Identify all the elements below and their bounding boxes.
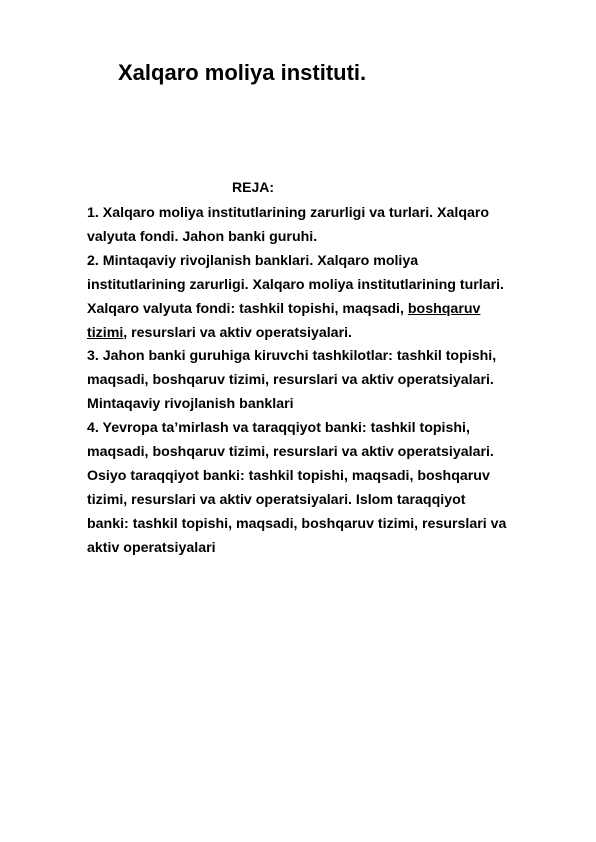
text-line: 1. Xalqaro moliya institutlarining zarurligi va turlari. Xalqaro	[87, 205, 490, 221]
text-line: Osiyo taraqqiyot banki: tashkil topishi, maqsadi, boshqaruv	[87, 467, 490, 484]
text-line: Mintaqaviy rivojlanish banklari	[87, 396, 294, 413]
text-line: maqsadi, boshqaruv tizimi, resurslari va aktiv operatsiyalari.	[87, 444, 494, 461]
text-line: aktiv operatsiyalari	[87, 539, 216, 556]
text-line: 2. Mintaqaviy rivojlanish banklari. Xalqaro moliya	[87, 252, 419, 269]
text-line: 3. Jahon banki guruhiga kiruvchi tashkilotlar: tashkil topishi,	[87, 348, 497, 365]
underlined-text: boshqaruv	[407, 300, 481, 317]
plan-body	[87, 202, 562, 561]
text-segment: Xalqaro valyuta fondi: tashkil topishi, maqsadi,	[87, 300, 408, 317]
document-title: Xalqaro moliya instituti.	[118, 60, 367, 85]
text-line	[87, 322, 562, 346]
text-line: tizimi, resurslari va aktiv operatsiyalari. Islom taraqqiyot	[87, 491, 466, 508]
text-line: valyuta fondi. Jahon banki guruhi.	[87, 228, 318, 245]
text-line: institutlarining zarurligi. Xalqaro moliya institutlarining turlari.	[87, 276, 505, 293]
text-line: maqsadi, boshqaruv tizimi, resurslari va aktiv operatsiyalari.	[87, 372, 494, 389]
text-segment: , resurslari va aktiv operatsiyalari.	[123, 324, 352, 341]
plan-heading: REJA:	[232, 179, 275, 195]
text-line	[87, 298, 562, 322]
underlined-text: tizimi	[87, 324, 124, 341]
text-line: banki: tashkil topishi, maqsadi, boshqaruv tizimi, resurslari va	[87, 515, 507, 532]
text-line: 4. Yevropa ta’mirlash va taraqqiyot banki: tashkil topishi,	[87, 420, 470, 437]
